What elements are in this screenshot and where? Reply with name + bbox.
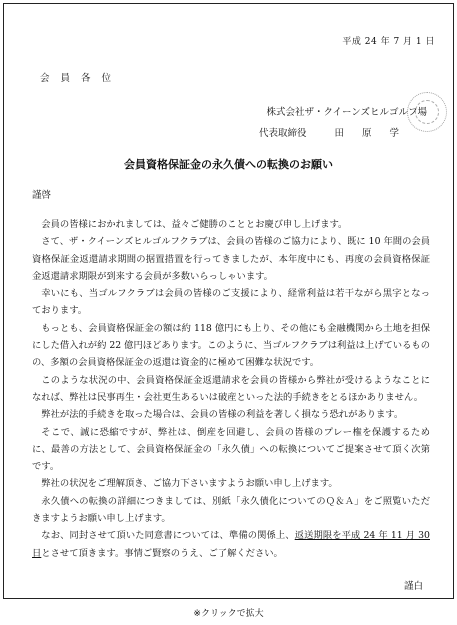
body-paragraph: 会員の皆様におかれましては、益々ご健勝のこととお慶び申し上げます。 — [41, 219, 348, 230]
letter-title: 会員資格保証金の永久債への転換のお願い — [124, 158, 333, 171]
body-paragraph: このような状況の中、会員資格保証金返還請求を会員の皆様から弊社が受けるようなことになれば、弊社は民事再生・会社更生あるいは破産といった法的手続きをとるほかありません。 — [32, 374, 430, 403]
body-paragraph: そこで、誠に恐縮ですが、弊社は、倒産を回避し、会員の皆様のプレー権を保護するために、最善の方法として、会員資格保証金の「永久債」への転換についてご提案させて頂く次第です。 — [32, 426, 430, 473]
salutation: 謹啓 — [32, 190, 52, 201]
body-paragraph: 弊社が法的手続きを取った場合は、会員の皆様の利益を著しく損なう恐れがあります。 — [41, 409, 404, 421]
body-paragraph: 幸いにも、当ゴルフクラブは会員の皆様のご支援により、経常利益は若干ながら黒字となっております。 — [32, 288, 430, 317]
deadline-outro: とさせて頂きます。事情ご賢察のうえ、ご了解ください。 — [41, 547, 283, 559]
body-paragraph: もっとも、会員資格保証金の額は約 118 億円にも上り、その他にも金融機関から土地を担保にした借入れが約 22 億円ほどあります。このように、当ゴルフクラブは利益は上げているものの、多額の会員資格保証金の返還は資金的に極めて困難な状況です。 — [32, 322, 430, 369]
addressee: 会 員 各 位 — [40, 73, 116, 84]
letter-date: 平成 24 年 7 月 1 日 — [342, 37, 435, 47]
representative-name: 田原学 — [334, 128, 417, 139]
body-paragraph: さて、ザ・クイーンズヒルゴルフクラブは、会員の皆様のご協力により、既に 10 年間の会員資格保証金返還請求期間の据置措置を行ってきましたが、本年度中にも、再度の会員資格保証金返還請求期限が到来する会員が多数いらっしゃいます。 — [32, 236, 430, 282]
company-seal-icon — [407, 92, 447, 132]
closing: 謹白 — [403, 581, 423, 592]
return-deadline: 返送期限を平成 24 年 11 月 30 日 — [32, 530, 430, 559]
representative-title: 代表取締役 — [258, 128, 307, 139]
letter-document[interactable] — [3, 3, 454, 599]
body-paragraph: 永久債への転換の詳細につきましては、別紙「永久債化についてのＱ＆Ａ」をご照覧いただきますようお願い申し上げます。 — [32, 495, 430, 525]
representative — [217, 125, 427, 139]
company-name: 株式会社ザ・クイーンズヒルゴルフ場 — [266, 107, 427, 118]
sender-block — [217, 104, 427, 139]
enlarge-caption-link[interactable]: ※クリックで拡大 — [193, 609, 264, 619]
body-paragraph: 弊社の状況をご理解頂き、ご協力下さいますようお願い申し上げます。 — [41, 478, 338, 490]
letter-body — [32, 216, 430, 562]
deadline-intro: なお、同封させて頂いた同意書については、準備の関係上、 — [41, 530, 295, 542]
body-paragraph-deadline — [32, 527, 430, 562]
